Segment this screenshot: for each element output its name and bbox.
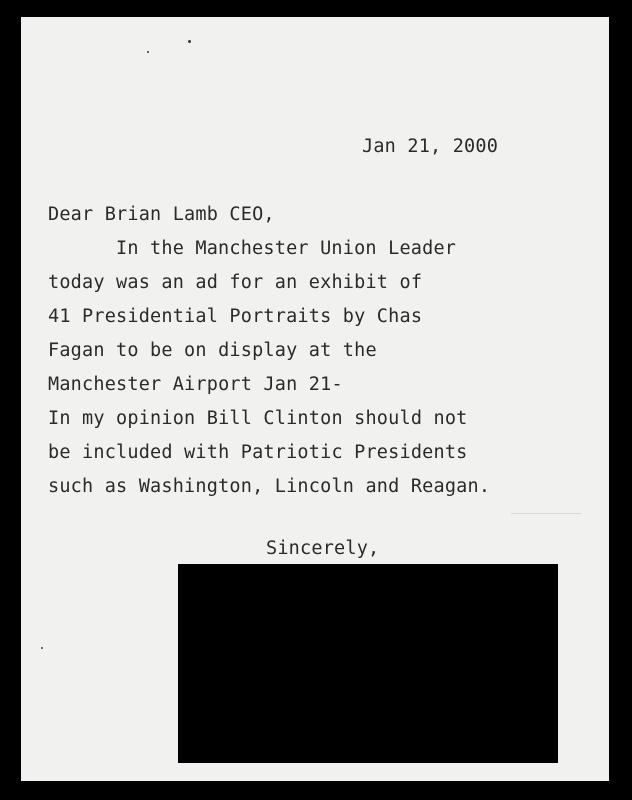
paper-smudge: [511, 513, 581, 514]
letter-body-line: such as Washington, Lincoln and Reagan.: [48, 476, 491, 497]
paper-speck: [41, 647, 43, 649]
letter-body-line: be included with Patriotic Presidents: [48, 442, 468, 463]
paper-speck: [188, 40, 191, 43]
letter-body-line: today was an ad for an exhibit of: [48, 272, 423, 293]
letter-body-line: Fagan to be on display at the: [48, 340, 377, 361]
letter-page: [21, 17, 609, 781]
letter-closing: Sincerely,: [266, 538, 380, 559]
letter-date: Jan 21, 2000: [362, 136, 499, 157]
redacted-signature-block: [178, 564, 558, 763]
letter-body-line: In my opinion Bill Clinton should not: [48, 408, 468, 429]
letter-body-line: Manchester Airport Jan 21-: [48, 374, 343, 395]
letter-salutation: Dear Brian Lamb CEO,: [48, 204, 275, 225]
letter-body-line: In the Manchester Union Leader: [116, 238, 457, 259]
letter-body-line: 41 Presidential Portraits by Chas: [48, 306, 423, 327]
paper-speck: [147, 51, 149, 53]
